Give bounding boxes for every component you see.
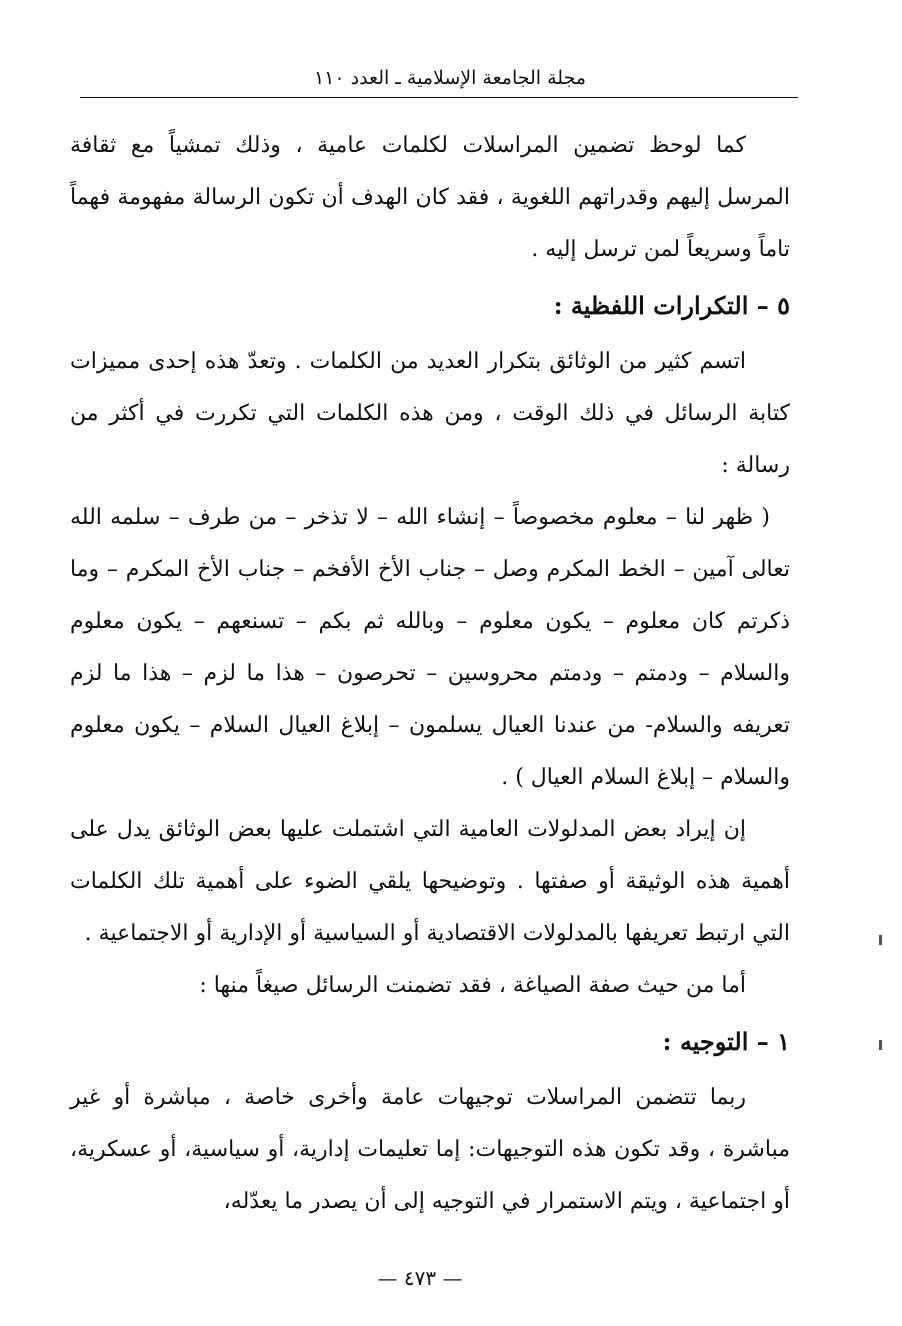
running-header: مجلة الجامعة الإسلامية ـ العدد ١١٠ (313, 67, 587, 89)
paragraph: كما لوحظ تضمين المراسلات لكلمات عامية ، وذلك تمشياً مع ثقافة المرسل إليهم وقدراتهم اللغوية ، فقد كان الهدف أن تكون الرسالة مفهومة فهماً تاماً وسريعاً لمن ترسل إليه . (70, 133, 790, 262)
margin-mark (879, 1040, 882, 1050)
body-text (70, 120, 790, 1228)
margin-mark (879, 935, 882, 945)
section-heading: ٥ – التكرارات اللفظية : (553, 291, 790, 320)
paragraph: اتسم كثير من الوثائق بتكرار العديد من الكلمات . وتعدّ هذه إحدى مميزات كتابة الرسائل في ذلك الوقت ، ومن هذه الكلمات التي تكررت في أكثر من رسالة : (70, 349, 790, 478)
paragraph: أما من حيث صفة الصياغة ، فقد تضمنت الرسائل صيغاً منها : (199, 973, 746, 998)
paragraph: ربما تتضمن المراسلات توجيهات عامة وأخرى خاصة ، مباشرة أو غير مباشرة ، وقد تكون هذه التوجيهات: إما تعليمات إدارية، أو سياسية، أو عسكرية، أو اجتماعية ، ويتم الاستمرار في التوجيه إلى أن يصدر ما يعدّله، (70, 1085, 790, 1214)
section-heading: ١ – التوجيه : (662, 1027, 790, 1056)
quoted-phrases: ( ظهر لنا – معلوم مخصوصاً – إنشاء الله – لا تذخر – من طرف – سلمه الله تعالى آمين – الخط المكرم وصل – جناب الأخ الأفخم – جناب الأخ المكرم – وما ذكرتم كان معلوم – يكون معلوم – وبالله ثم بكم – تسنعهم – يكون معلوم والسلام – ودمتم – ودمتم محروسين – تحرصون – هذا ما لزم – هذا ما لزم تعريفه والسلام- من عندنا العيال يسلمون – إبلاغ العيال السلام – يكون معلوم والسلام – إبلاغ السلام العيال ) . (70, 505, 790, 790)
paragraph: إن إيراد بعض المدلولات العامية التي اشتملت عليها بعض الوثائق يدل على أهمية هذه الوثيقة أو صفتها . وتوضيحها يلقي الضوء على أهمية تلك الكلمات التي ارتبط تعريفها بالمدلولات الاقتصادية أو السياسية أو الإدارية أو الاجتماعية . (70, 817, 790, 946)
header-divider (80, 97, 798, 98)
page-number: — ٤٧٣ — (377, 1266, 463, 1290)
